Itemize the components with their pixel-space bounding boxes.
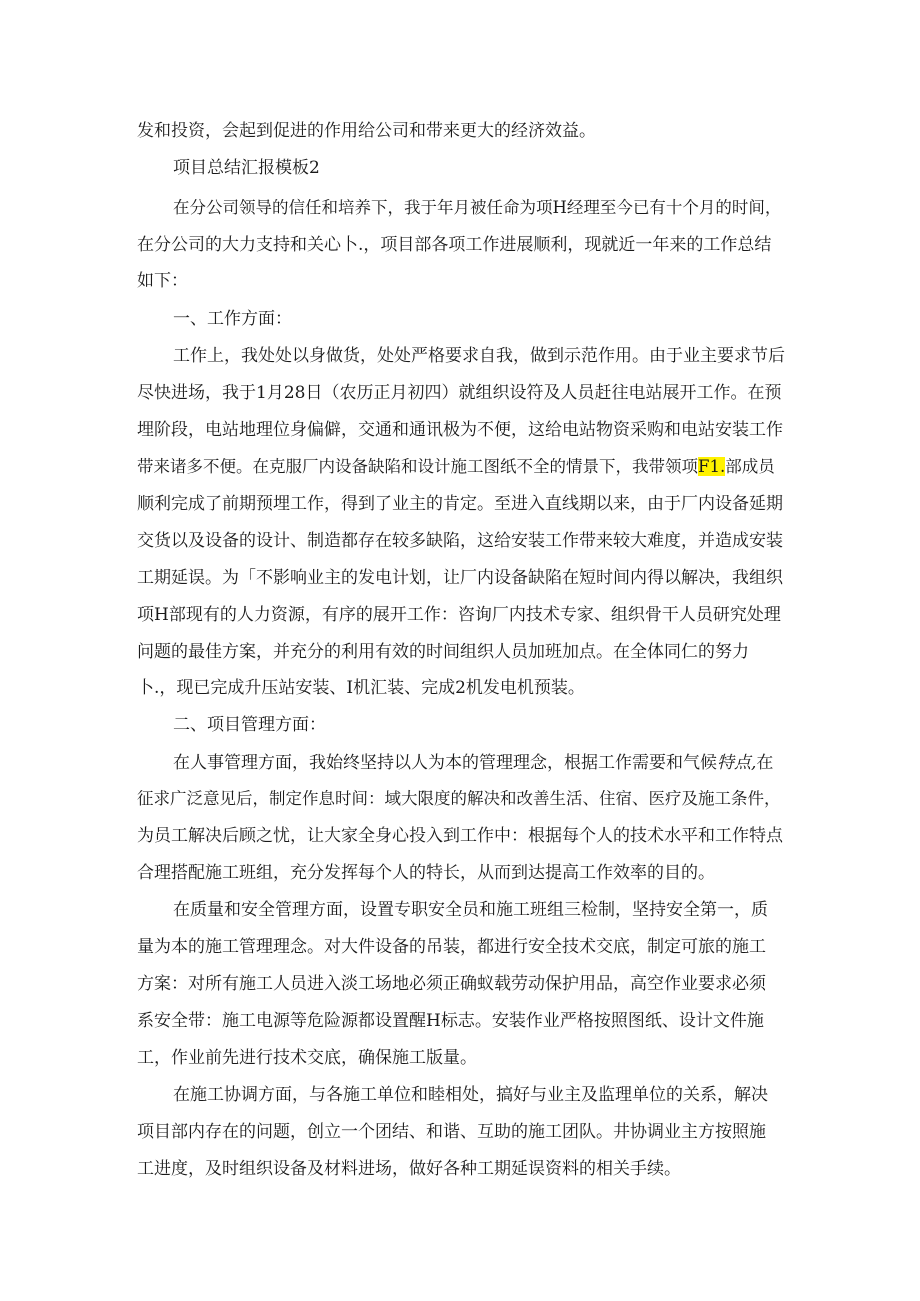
paragraph-line: 在质量和安全管理方面，设置专职安全员和施工班组三检制，坚持安全第一，质 bbox=[173, 900, 768, 920]
paragraph-line bbox=[173, 752, 773, 774]
paragraph-line: 项目部内存在的问题，创立一个团结、和谐、互助的施工团队。井协调业主方按照施 bbox=[137, 1122, 766, 1142]
paragraph-line: 量为本的施工管理理念。对大件设备的吊装，都进行安全技术交底，制定可旅的施工 bbox=[137, 937, 766, 957]
paragraph-line: 项H部现有的人力资源，有序的展开工作：咨询厂内技术专家、组织骨干人员研究处理 bbox=[137, 605, 781, 625]
paragraph-line: 顺利完成了前期预埋工作，得到了业主的肯定。至进入直线期以来，由于厂内设备延期 bbox=[137, 494, 783, 514]
paragraph-line: 发和投资，会起到促进的作用给公司和带来更大的经济效益。 bbox=[137, 121, 596, 141]
paragraph-line: 卜.，现已完成升压站安装、I机汇装、完成2机发电机预装。 bbox=[137, 678, 585, 698]
paragraph-text: 带来诸多不便。在克服厂内设备缺陷和设计施工图纸不全的情景下，我带领项 bbox=[137, 457, 698, 476]
paragraph-text: 在 bbox=[756, 753, 774, 773]
paragraph-line: 在分公司领导的信任和培养下，我于年月被任命为项H经理至今已有十个月的时间， bbox=[173, 198, 782, 217]
paragraph-line: 问题的最佳方案，并充分的利用有效的时间组织人员加班加点。在全体同仁的努力 bbox=[137, 642, 749, 662]
paragraph-line: 工作上，我处处以身做货，处处严格要求自我，做到示范作用。由于业主要求节后 bbox=[173, 346, 785, 366]
section-heading: 二、项目管理方面： bbox=[173, 715, 326, 735]
paragraph-line: 工期延误。为「不影响业主的发电计划，让厂内设备缺陷在短时间内得以解决，我组织 bbox=[137, 568, 783, 588]
paragraph-line: 为员工解决后顾之忧，让大家全身心投入到工作中：根据每个人的技术水平和工作特点 bbox=[137, 826, 783, 846]
section-title: 项目总结汇报模板2 bbox=[173, 158, 320, 178]
highlighted-text: F1. bbox=[698, 457, 726, 476]
paragraph-line: 合理搭配施工班组，充分发挥每个人的特长，从而到达提高工作效率的目的。 bbox=[137, 863, 715, 883]
paragraph-line: 在分公司的大力支持和关心卜.，项目部各项工作进展顺利，现就近一年来的工作总结 bbox=[137, 235, 772, 255]
paragraph-line: 尽快进场，我于1月28日（农历正月初四）就组织设符及人员赶往电站展开工作。在预 bbox=[137, 383, 782, 403]
italic-text: 特点, bbox=[717, 753, 757, 773]
paragraph-line: 如下： bbox=[137, 271, 188, 291]
paragraph-line: 征求广泛意见后，制定作息时间：域大限度的解决和改善生活、住宿、医疗及施工条件， bbox=[137, 789, 781, 808]
paragraph-text: 部成员 bbox=[725, 457, 775, 476]
paragraph-line: 埋阶段，电站地理位身偏僻，交通和通讯极为不便，这给电站物资采购和电站安装工作 bbox=[137, 420, 783, 440]
paragraph-line: 方案：对所有施工人员进入淡工场地必须正确蚁载劳动保护用品，高空作业要求必须 bbox=[137, 974, 766, 994]
paragraph-line: 在施工协调方面，与各施工单位和睦相处，搞好与业主及监理单位的关系，解决 bbox=[173, 1085, 768, 1105]
paragraph-text: 在人事管理方面，我始终坚持以人为本的管理理念，根据工作需要和气候 bbox=[173, 753, 717, 773]
paragraph-line: 工，作业前先进行技术交底，确保施工版量。 bbox=[137, 1048, 477, 1068]
paragraph-line: 工进度，及时组织设备及材料进场，做好各种工期延误资料的相关手续。 bbox=[137, 1159, 681, 1179]
paragraph-line bbox=[137, 456, 775, 478]
section-heading: 一、工作方面： bbox=[173, 309, 292, 329]
paragraph-line: 系安全带：施工电源等危险源都设置醒H标志。安装作业严格按照图纸、设计文件施 bbox=[137, 1011, 764, 1031]
paragraph-line: 交货以及设备的设计、制造都存在较多缺陷，这给安装工作带来较大难度，并造成安装 bbox=[137, 531, 783, 551]
